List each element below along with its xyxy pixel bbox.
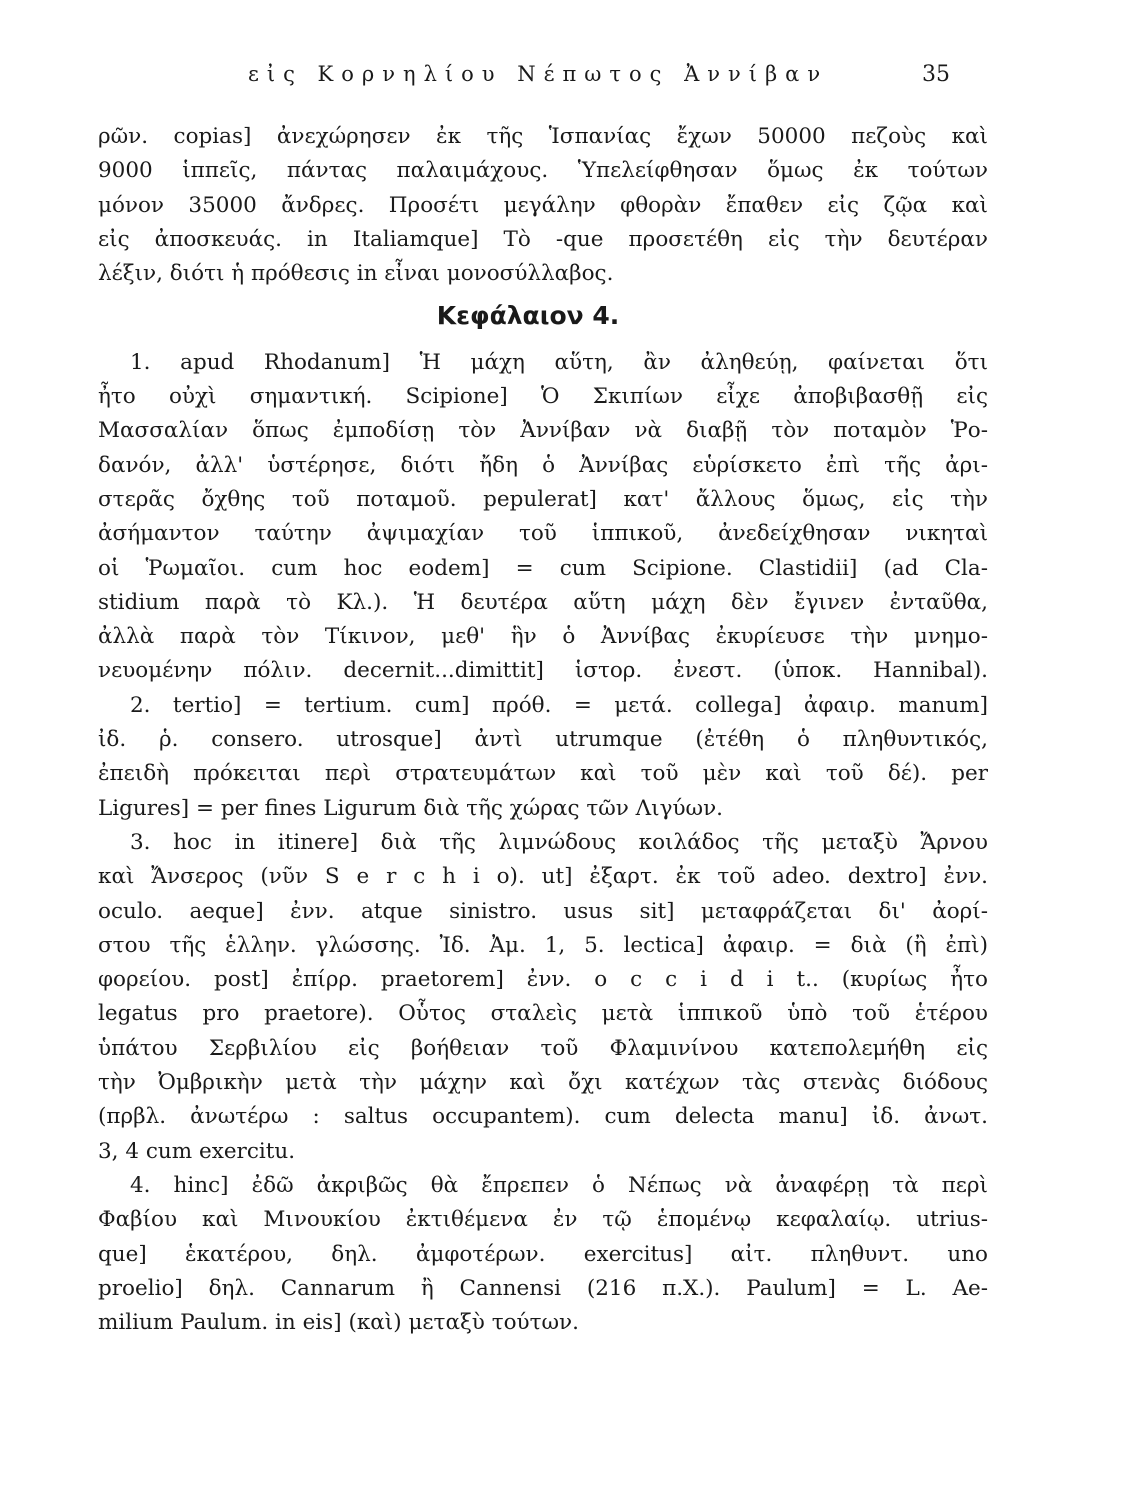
text-line: ἦτο οὐχὶ σημαντική. Scipione] Ὁ Σκιπίων εἶχε ἀποβιβασθῇ εἰς	[98, 384, 988, 410]
section-2	[98, 689, 988, 826]
text-line: ἀσήμαντον ταύτην ἀψιμαχίαν τοῦ ἱππικοῦ, ἀνεδείχθησαν νικηταὶ	[98, 521, 988, 547]
section-1	[98, 346, 988, 689]
text-line: οἱ Ῥωμαῖοι. cum hoc eodem] = cum Scipione. Clastidii] (ad Cla-	[98, 555, 988, 581]
text-line: Μασσαλίαν ὅπως ἐμποδίσῃ τὸν Ἀννίβαν νὰ διαβῇ τὸν ποταμὸν Ῥο-	[98, 418, 988, 444]
page-number: 35	[922, 62, 950, 87]
running-title: εἰς Κορνηλίου Νέπωτος Ἀννίβαν	[248, 62, 829, 86]
intro-paragraph	[98, 120, 988, 291]
text-line: στερᾶς ὄχθης τοῦ ποταμοῦ. pepulerat] κατ' ἄλλους ὅμως, εἰς τὴν	[98, 486, 988, 512]
text-line: μόνον 35000 ἄνδρες. Προσέτι μεγάλην φθορὰν ἔπαθεν εἰς ζῷα καὶ	[98, 192, 988, 218]
page-body	[98, 120, 988, 1340]
text-line: 3. hoc in itinere] διὰ τῆς λιμνώδους κοιλάδος τῆς μεταξὺ Ἄρνου	[130, 829, 988, 855]
text-line: τὴν Ὀμβρικὴν μετὰ τὴν μάχην καὶ ὄχι κατέχων τὰς στενὰς διόδους	[98, 1070, 988, 1096]
text-line: φορείου. post] ἐπίρρ. praetorem] ἐνν. o c c i d i t.. (κυρίως ἦτο	[98, 967, 988, 993]
text-line: στου τῆς ἑλλην. γλώσσης. Ἰδ. Ἀμ. 1, 5. lectica] ἀφαιρ. = διὰ (ἢ ἐπὶ)	[98, 932, 988, 958]
text-line: que] ἑκατέρου, δηλ. ἀμφοτέρων. exercitus] αἰτ. πληθυντ. uno	[98, 1241, 988, 1267]
text-line: 1. apud Rhodanum] Ἡ μάχη αὕτη, ἂν ἀληθεύῃ, φαίνεται ὅτι	[130, 349, 988, 375]
text-line: ἐπειδὴ πρόκειται περὶ στρατευμάτων καὶ τοῦ μὲν καὶ τοῦ δέ). per	[98, 761, 988, 787]
text-line: ρῶν. copias] ἀνεχώρησεν ἐκ τῆς Ἱσπανίας ἔχων 50000 πεζοὺς καὶ	[98, 124, 988, 149]
text-line: ὑπάτου Σερβιλίου εἰς βοήθειαν τοῦ Φλαμινίνου κατεπολεμήθη εἰς	[98, 1035, 988, 1061]
section-3	[98, 826, 988, 1169]
text-line: proelio] δηλ. Cannarum ἢ Cannensi (216 π.Χ.). Paulum] = L. Ae-	[98, 1275, 988, 1301]
text-line: καὶ Ἄνσερος (νῦν S e r c h i o). ut] ἐξαρτ. ἐκ τοῦ adeo. dextro] ἐνν.	[98, 864, 988, 890]
text-line: Φαβίου καὶ Μινουκίου ἐκτιθέμενα ἐν τῷ ἑπομένῳ κεφαλαίῳ. utrius-	[98, 1207, 988, 1233]
text-line: oculo. aeque] ἐνν. atque sinistro. usus sit] μεταφράζεται δι' ἀορί-	[98, 898, 988, 924]
chapter-heading: Κεφάλαιον 4.	[436, 301, 620, 331]
text-line: legatus pro praetore). Οὗτος σταλεὶς μετὰ ἱππικοῦ ὑπὸ τοῦ ἑτέρου	[98, 1001, 988, 1027]
text-line: δανόν, ἀλλ' ὑστέρησε, διότι ἤδη ὁ Ἀννίβας εὑρίσκετο ἐπὶ τῆς ἀρι-	[98, 452, 988, 478]
text-line: εἰς ἀποσκευάς. in Italiamque] Τὸ -que προσετέθη εἰς τὴν δευτέραν	[98, 226, 988, 252]
text-line: ἀλλὰ παρὰ τὸν Τίκινον, μεθ' ἣν ὁ Ἀννίβας ἐκυρίευσε τὴν μνημο-	[98, 624, 988, 650]
text-line: milium Paulum. in eis] (καὶ) μεταξὺ τούτων.	[98, 1310, 579, 1336]
text-line: 2. tertio] = tertium. cum] πρόθ. = μετά. collega] ἀφαιρ. manum]	[130, 692, 988, 718]
text-line: (πρβλ. ἀνωτέρω : saltus occupantem). cum delecta manu] ἰδ. ἀνωτ.	[98, 1104, 988, 1130]
text-line: Ligures] = per fines Ligurum διὰ τῆς χώρας τῶν Λιγύων.	[98, 795, 723, 821]
text-line: 4. hinc] ἐδῶ ἀκριβῶς θὰ ἔπρεπεν ὁ Νέπως νὰ ἀναφέρῃ τὰ περὶ	[130, 1172, 988, 1198]
text-line: 9000 ἱππεῖς, πάντας παλαιμάχους. Ὑπελείφθησαν ὅμως ἐκ τούτων	[98, 158, 988, 184]
text-line: λέξιν, διότι ἡ πρόθεσις in εἶναι μονοσύλλαβος.	[98, 261, 614, 287]
text-line: ἰδ. ῥ. consero. utrosque] ἀντὶ utrumque (ἐτέθη ὁ πληθυντικός,	[98, 727, 988, 753]
section-4	[98, 1169, 988, 1340]
text-line: 3, 4 cum exercitu.	[98, 1138, 296, 1164]
text-line: νευομένην πόλιν. decernit...dimittit] ἱστορ. ἐνεστ. (ὑποκ. Hannibal).	[98, 658, 988, 684]
text-line: stidium παρὰ τὸ Κλ.). Ἡ δευτέρα αὕτη μάχη δὲν ἔγινεν ἐνταῦθα,	[98, 589, 988, 615]
